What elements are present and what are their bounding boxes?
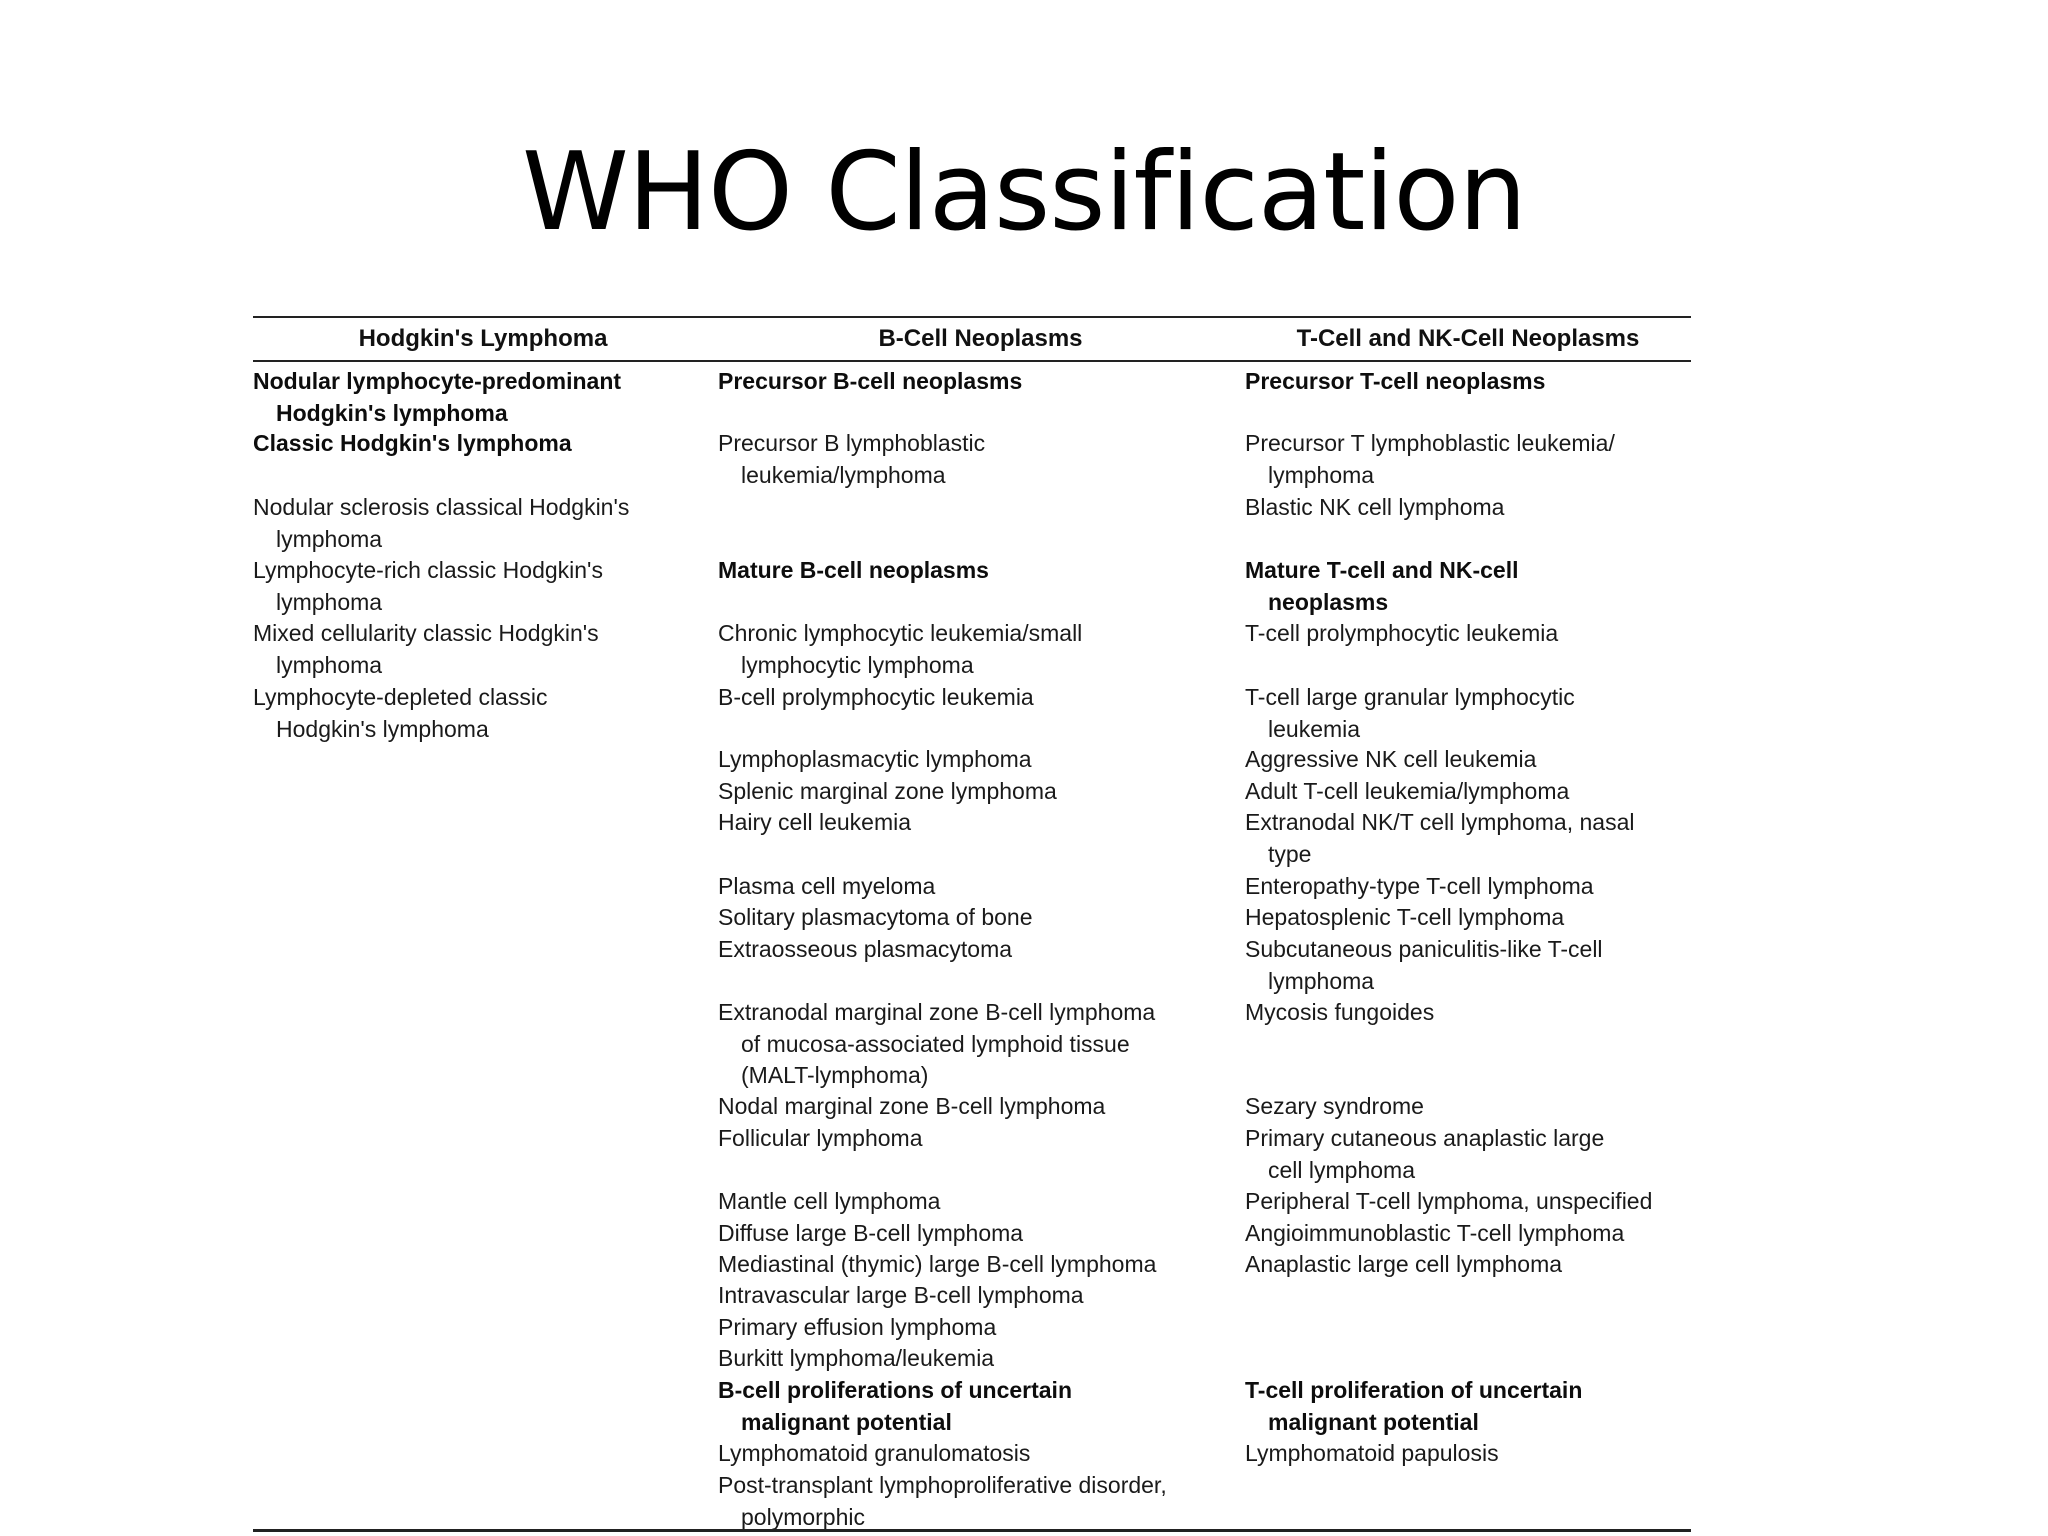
table-header-rule xyxy=(253,360,1691,362)
tcell-table-entry: Enteropathy-type T-cell lymphoma xyxy=(1245,873,1594,899)
header-tcell: T-Cell and NK-Cell Neoplasms xyxy=(1296,325,1640,352)
bcell-category-heading: Mature B-cell neoplasms xyxy=(718,557,989,583)
tcell-table-entry: T-cell large granular lymphocytic leukemia xyxy=(1245,684,1575,742)
bcell-table-entry: Plasma cell myeloma xyxy=(718,873,936,899)
table-bottom-rule xyxy=(253,1529,1691,1532)
tcell-category-heading: Mature T-cell and NK-cell neoplasms xyxy=(1245,557,1519,615)
bcell-table-entry: Intravascular large B-cell lymphoma xyxy=(718,1282,1084,1308)
bcell-table-entry: Follicular lymphoma xyxy=(718,1125,923,1151)
tcell-table-entry: Lymphomatoid papulosis xyxy=(1245,1440,1499,1466)
tcell-table-entry: Anaplastic large cell lymphoma xyxy=(1245,1251,1563,1277)
bcell-table-entry: Chronic lymphocytic leukemia/small lymphocytic lymphoma xyxy=(718,620,1083,678)
tcell-table-entry: Extranodal NK/T cell lymphoma, nasal type xyxy=(1245,809,1635,867)
tcell-table-entry: Aggressive NK cell leukemia xyxy=(1245,746,1537,772)
tcell-table-entry: Sezary syndrome xyxy=(1245,1093,1424,1119)
bcell-table-entry: Lymphoplasmacytic lymphoma xyxy=(718,746,1032,772)
bcell-table-entry: Extranodal marginal zone B-cell lymphoma of mucosa-associated lymphoid tissue (MALT-lymphoma) xyxy=(718,999,1156,1088)
bcell-table-entry: Extraosseous plasmacytoma xyxy=(718,936,1013,962)
tcell-table-entry: Mycosis fungoides xyxy=(1245,999,1435,1025)
hodgkin-table-entry: Lymphocyte-depleted classic Hodgkin's lymphoma xyxy=(253,684,548,742)
hodgkin-table-entry: Lymphocyte-rich classic Hodgkin's lymphoma xyxy=(253,557,603,615)
bcell-table-entry: Diffuse large B-cell lymphoma xyxy=(718,1220,1024,1246)
bcell-table-entry: Burkitt lymphoma/leukemia xyxy=(718,1345,995,1371)
bcell-table-entry: Nodal marginal zone B-cell lymphoma xyxy=(718,1093,1106,1119)
header-hodgkin: Hodgkin's Lymphoma xyxy=(358,325,608,352)
tcell-category-heading: T-cell proliferation of uncertain malignant potential xyxy=(1245,1377,1583,1435)
bcell-table-entry: Hairy cell leukemia xyxy=(718,809,912,835)
slide-title: WHO Classification xyxy=(522,130,1526,255)
hodgkin-table-entry: Mixed cellularity classic Hodgkin's lymphoma xyxy=(253,620,599,678)
hodgkin-category-heading: Nodular lymphocyte-predominant Hodgkin's lymphoma xyxy=(253,368,622,426)
tcell-table-entry: Peripheral T-cell lymphoma, unspecified xyxy=(1245,1188,1653,1214)
bcell-table-entry: Solitary plasmacytoma of bone xyxy=(718,904,1033,930)
bcell-table-entry: Precursor B lymphoblastic leukemia/lymphoma xyxy=(718,430,986,488)
bcell-table-entry: Mantle cell lymphoma xyxy=(718,1188,941,1214)
tcell-table-entry: T-cell prolymphocytic leukemia xyxy=(1245,620,1559,646)
bcell-table-entry: Primary effusion lymphoma xyxy=(718,1314,997,1340)
tcell-table-entry: Blastic NK cell lymphoma xyxy=(1245,494,1505,520)
bcell-category-heading: Precursor B-cell neoplasms xyxy=(718,368,1023,394)
bcell-table-entry: Splenic marginal zone lymphoma xyxy=(718,778,1057,804)
hodgkin-category-heading: Classic Hodgkin's lymphoma xyxy=(253,430,572,456)
tcell-table-entry: Hepatosplenic T-cell lymphoma xyxy=(1245,904,1565,930)
tcell-table-entry: Adult T-cell leukemia/lymphoma xyxy=(1245,778,1570,804)
bcell-table-entry: B-cell prolymphocytic leukemia xyxy=(718,684,1034,710)
tcell-table-entry: Precursor T lymphoblastic leukemia/ lymphoma xyxy=(1245,430,1615,488)
bcell-table-entry: Lymphomatoid granulomatosis xyxy=(718,1440,1031,1466)
who-classification-table xyxy=(253,316,1691,1535)
tcell-table-entry: Subcutaneous paniculitis-like T-cell lymphoma xyxy=(1245,936,1603,994)
header-bcell: B-Cell Neoplasms xyxy=(878,325,1083,352)
table-top-rule xyxy=(253,316,1691,318)
tcell-table-entry: Primary cutaneous anaplastic large cell lymphoma xyxy=(1245,1125,1605,1183)
hodgkin-table-entry: Nodular sclerosis classical Hodgkin's lymphoma xyxy=(253,494,630,552)
tcell-category-heading: Precursor T-cell neoplasms xyxy=(1245,368,1546,394)
bcell-table-entry: Post-transplant lymphoproliferative disorder, polymorphic xyxy=(718,1472,1167,1530)
tcell-table-entry: Angioimmunoblastic T-cell lymphoma xyxy=(1245,1220,1625,1246)
bcell-category-heading: B-cell proliferations of uncertain malignant potential xyxy=(718,1377,1072,1435)
bcell-table-entry: Mediastinal (thymic) large B-cell lymphoma xyxy=(718,1251,1157,1277)
